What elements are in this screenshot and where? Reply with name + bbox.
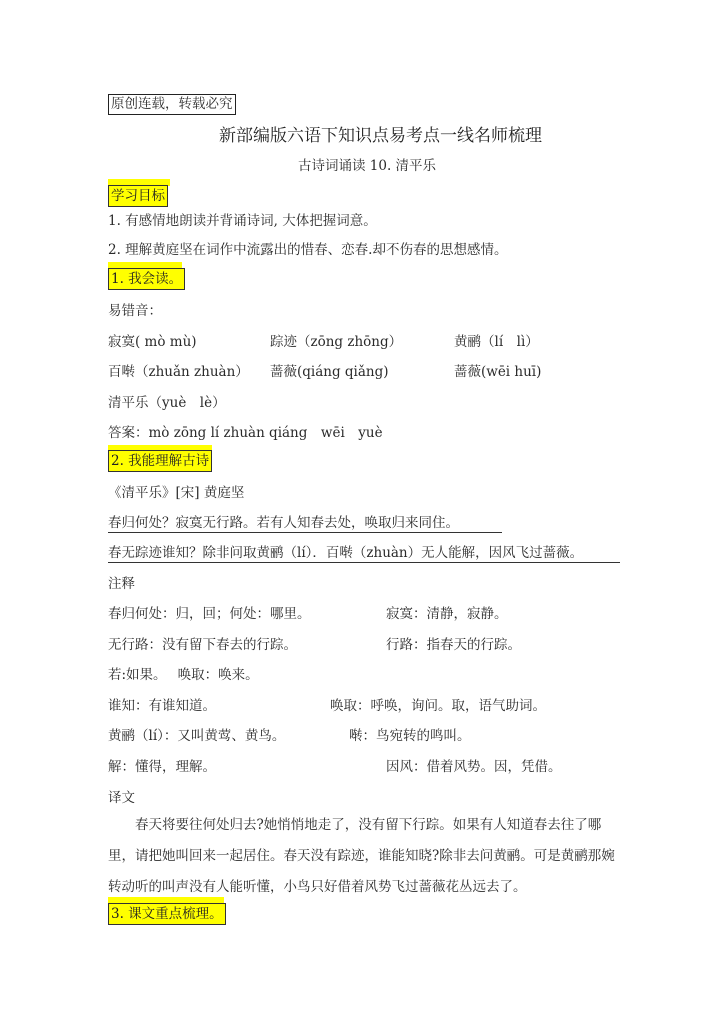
note-item: 若:如果。 唤取：唤来。 [108, 667, 259, 683]
note-item: 行路：指春天的行踪。 [386, 637, 521, 653]
pinyin-item: 蔷薇(wēi huī) [454, 364, 542, 380]
answer-line: 答案：mò zōng lí zhuàn qiáng wēi yuè [108, 425, 383, 441]
section1-intro: 易错音： [108, 303, 162, 319]
note-item: 无行路：没有留下春去的行踪。 [108, 637, 297, 653]
note-item: 解：懂得，理解。 [108, 759, 216, 775]
objective-item-2: 2. 理解黄庭坚在词作中流露出的惜春、恋春.却不伤春的思想感情。 [108, 242, 508, 258]
pinyin-item: 踪迹（zōng zhōng） [270, 334, 403, 350]
section2-label: 2. 我能理解古诗 [108, 450, 212, 472]
note-item: 因风：借着风势。因，凭借。 [386, 759, 562, 775]
objectives-label: 学习目标 [108, 185, 168, 207]
pinyin-item: 清平乐（yuè lè） [108, 395, 226, 411]
poem-line-1: 春归何处？寂寞无行路。若有人知春去处，唤取归来同住。 [108, 511, 502, 533]
note-item: 寂寞：清静，寂静。 [386, 606, 508, 622]
pinyin-item: 寂寞( mò mù) [108, 334, 197, 350]
document-title: 新部编版六语下知识点易考点一线名师梳理 [219, 126, 542, 146]
note-item: 唤取：呼唤，询问。取，语气助词。 [330, 698, 546, 714]
document-subtitle: 古诗词诵读 10. 清平乐 [298, 158, 437, 174]
section1-label: 1. 我会读。 [108, 268, 185, 290]
note-item: 啭：鸟宛转的鸣叫。 [349, 728, 471, 744]
note-item: 黄鹂（lí）：又叫黄莺、黄鸟。 [108, 728, 286, 744]
note-item: 春归何处：归，回；何处：哪里。 [108, 606, 311, 622]
notes-heading: 注释 [108, 576, 135, 592]
pinyin-item: 蔷薇(qiáng qiǎng) [270, 364, 389, 380]
objective-item-1: 1. 有感情地朗读并背诵诗词, 大体把握词意。 [108, 213, 377, 229]
translation-paragraph: 春天将要往何处归去?她悄悄地走了，没有留下行踪。如果有人知道春去往了哪里，请把她叫回来一起居住。春天没有踪迹，谁能知晓?除非去问黄鹂。可是黄鹂那婉转动听的叫声没有人能听懂，小鸟只好借着风势飞过蔷薇花丛远去了。 [108, 817, 615, 895]
translation-heading: 译文 [108, 790, 135, 806]
poem-title: 《清平乐》[宋] 黄庭坚 [108, 485, 245, 501]
section3-label: 3. 课文重点梳理。 [108, 903, 226, 925]
pinyin-item: 百啭（zhuǎn zhuàn） [108, 364, 249, 380]
poem-line-2: 春无踪迹谁知？除非问取黄鹂（lí）．百啭（zhuàn）无人能解，因风飞过蔷薇。 [108, 541, 620, 563]
copyright-notice-box: 原创连载，转载必究 [108, 94, 236, 115]
pinyin-item: 黄鹂（lí lì） [454, 334, 539, 350]
note-item: 谁知：有谁知道。 [108, 698, 216, 714]
